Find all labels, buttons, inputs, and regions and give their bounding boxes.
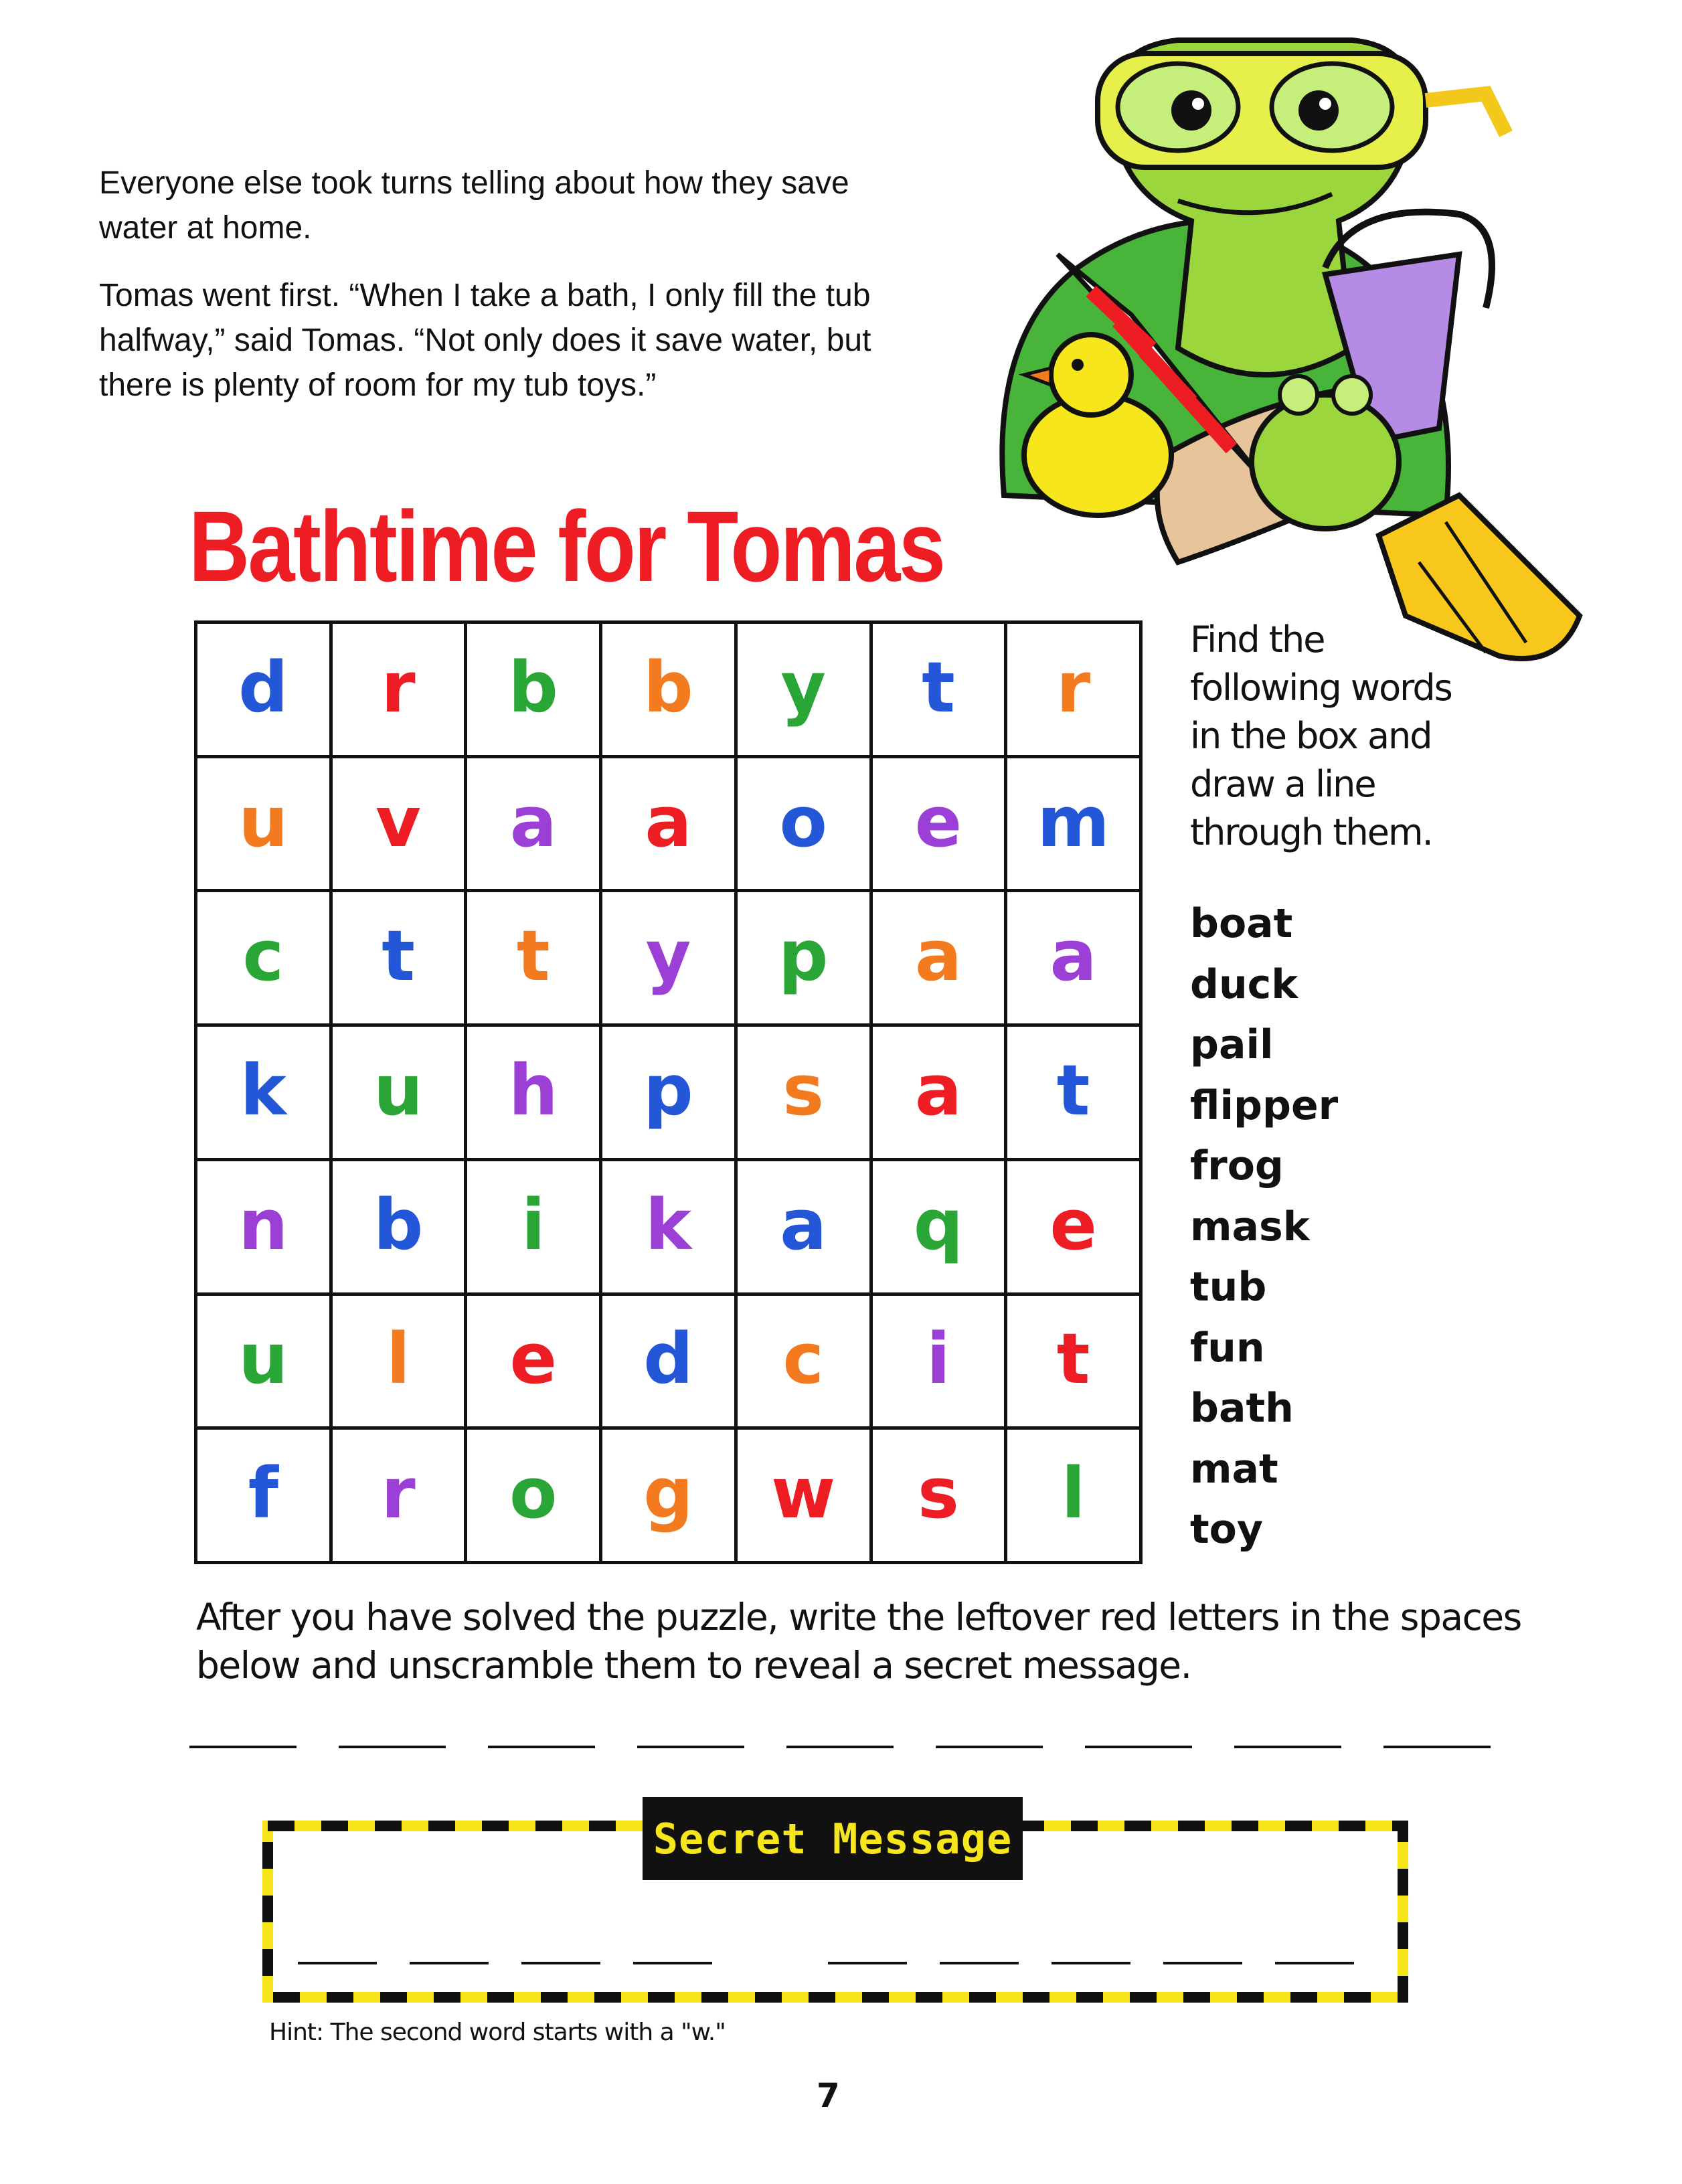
grid-cell[interactable]: u [197, 1296, 329, 1427]
grid-cell[interactable]: s [873, 1430, 1005, 1561]
grid-cell[interactable]: b [467, 624, 599, 755]
grid-cell[interactable]: k [197, 1027, 329, 1158]
secret-message-blank[interactable] [633, 1962, 712, 1964]
secret-message-blanks [298, 1962, 1369, 1966]
grid-cell[interactable]: a [1007, 892, 1139, 1023]
grid-cell[interactable]: i [873, 1296, 1005, 1427]
instructions: Find the following words in the box and draw a line through them. [1190, 618, 1452, 853]
hint-text: Hint: The second word starts with a "w." [269, 2019, 726, 2046]
grid-cell[interactable]: g [602, 1430, 734, 1561]
intro-paragraph-1: Everyone else took turns telling about how they save water at home. [99, 165, 849, 246]
secret-message-blank[interactable] [1275, 1962, 1354, 1964]
word-list-item: frog [1190, 1143, 1284, 1189]
answer-blank[interactable] [637, 1746, 744, 1748]
grid-cell[interactable]: a [873, 1027, 1005, 1158]
grid-cell[interactable]: f [197, 1430, 329, 1561]
answer-blanks [189, 1746, 1481, 1752]
word-list-item: flipper [1190, 1082, 1339, 1129]
word-list-item: bath [1190, 1385, 1294, 1432]
grid-cell[interactable]: r [1007, 624, 1139, 755]
answer-blank[interactable] [786, 1746, 894, 1748]
grid-cell[interactable]: c [197, 892, 329, 1023]
grid-cell[interactable]: o [738, 758, 869, 890]
grid-cell[interactable]: t [333, 892, 465, 1023]
grid-cell[interactable]: t [1007, 1296, 1139, 1427]
answer-blank[interactable] [1234, 1746, 1341, 1748]
grid-cell[interactable]: u [333, 1027, 465, 1158]
answer-blank[interactable] [936, 1746, 1043, 1748]
grid-cell[interactable]: d [197, 624, 329, 755]
grid-cell[interactable]: l [333, 1296, 465, 1427]
answer-blank[interactable] [339, 1746, 446, 1748]
grid-cell[interactable]: v [333, 758, 465, 890]
grid-cell[interactable]: r [333, 1430, 465, 1561]
secret-message-blank[interactable] [1052, 1962, 1130, 1964]
grid-cell[interactable]: a [873, 892, 1005, 1023]
grid-cell[interactable]: e [467, 1296, 599, 1427]
grid-cell[interactable]: p [738, 892, 869, 1023]
grid-cell[interactable]: c [738, 1296, 869, 1427]
answer-blank[interactable] [1085, 1746, 1192, 1748]
grid-cell[interactable]: q [873, 1161, 1005, 1292]
secret-message-blank[interactable] [410, 1962, 489, 1964]
secret-message-blank[interactable] [1163, 1962, 1242, 1964]
grid-cell[interactable]: t [873, 624, 1005, 755]
grid-cell[interactable]: w [738, 1430, 869, 1561]
grid-cell[interactable]: a [467, 758, 599, 890]
grid-cell[interactable]: y [602, 892, 734, 1023]
grid-cell[interactable]: s [738, 1027, 869, 1158]
grid-cell[interactable]: b [602, 624, 734, 755]
answer-blank[interactable] [189, 1746, 297, 1748]
grid-cell[interactable]: a [738, 1161, 869, 1292]
word-list-item: mask [1190, 1203, 1310, 1250]
grid-cell[interactable]: t [467, 892, 599, 1023]
answer-blank[interactable] [1383, 1746, 1491, 1748]
secret-message-blank[interactable] [298, 1962, 377, 1964]
word-list-item: fun [1190, 1324, 1265, 1371]
grid-cell[interactable]: m [1007, 758, 1139, 890]
word-search-grid [194, 620, 1143, 1564]
secret-message-label: Secret Message [643, 1797, 1023, 1880]
turtle-illustration [977, 27, 1593, 696]
grid-cell[interactable]: t [1007, 1027, 1139, 1158]
word-list-item: mat [1190, 1445, 1278, 1493]
word-list-item: pail [1190, 1021, 1274, 1068]
intro-paragraph-2: Tomas went first. “When I take a bath, I only fill the tub halfway,” said Tomas. “Not only does it save water, but there is plenty of room for my tub toys.” [99, 278, 871, 403]
frog-toy-icon [1252, 395, 1399, 529]
grid-cell[interactable]: h [467, 1027, 599, 1158]
grid-cell[interactable]: e [873, 758, 1005, 890]
grid-cell[interactable]: r [333, 624, 465, 755]
word-list-item: tub [1190, 1264, 1267, 1311]
grid-cell[interactable]: d [602, 1296, 734, 1427]
grid-cell[interactable]: u [197, 758, 329, 890]
secret-message-blank[interactable] [828, 1962, 907, 1964]
secret-message-blank[interactable] [940, 1962, 1019, 1964]
grid-cell[interactable]: l [1007, 1430, 1139, 1561]
secret-message-blank[interactable] [521, 1962, 600, 1964]
intro-text [99, 161, 929, 430]
after-instructions: After you have solved the puzzle, write the leftover red letters in the spaces below and unscramble them to reveal a secret message. [196, 1596, 1521, 1687]
grid-cell[interactable]: n [197, 1161, 329, 1292]
grid-cell[interactable]: i [467, 1161, 599, 1292]
grid-cell[interactable]: a [602, 758, 734, 890]
grid-cell[interactable]: b [333, 1161, 465, 1292]
page-number: 7 [817, 2076, 840, 2115]
page-title: Bathtime for Tomas [189, 490, 944, 602]
word-list-item: duck [1190, 960, 1298, 1008]
answer-blank[interactable] [488, 1746, 595, 1748]
grid-cell[interactable]: e [1007, 1161, 1139, 1292]
grid-cell[interactable]: o [467, 1430, 599, 1561]
grid-cell[interactable]: p [602, 1027, 734, 1158]
grid-cell[interactable]: k [602, 1161, 734, 1292]
word-list-item: toy [1190, 1506, 1264, 1553]
word-list [1190, 894, 1338, 1560]
grid-cell[interactable]: y [738, 624, 869, 755]
word-list-item: boat [1190, 900, 1293, 947]
